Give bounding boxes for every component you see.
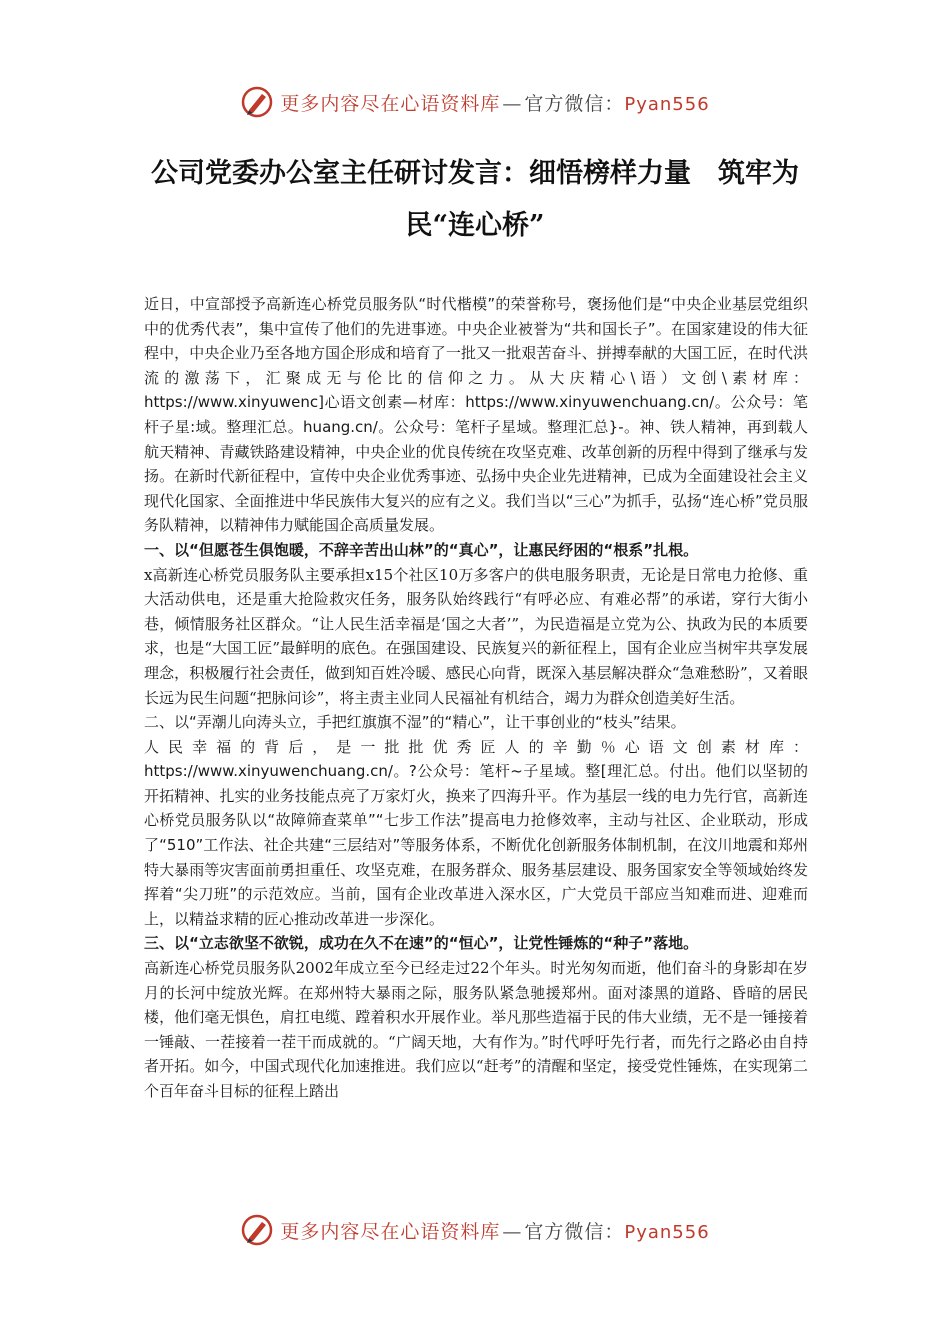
section-1-body: x高新连心桥党员服务队主要承担x15个社区10万多客户的供电服务职责，无论是日常电力抢修、重大活动供电，还是重大抢险救灾任务，服务队始终践行“有呼必应、有难必帮”的承诺，穿行大街小巷，倾情服务社区群众。“让人民生活幸福是‘国之大者’”，为民造福是立党为公、执政为民的本质要求，也是“大国工匠”最鲜明的底色。在强国建设、民族复兴的新征程上，国有企业应当树牢共享发展理念，积极履行社会责任，做到知百姓冷暖、感民心向背，既深入基层解决群众“急难愁盼”，又着眼长远为民生问题“把脉问诊”，将主责主业同人民福祉有机结合，竭力为群众创造美好生活。: [144, 565, 808, 707]
banner-wechat-id: Pyan556: [624, 1221, 710, 1243]
banner-wechat-label: 官方微信：: [524, 92, 625, 115]
pen-logo-icon: [240, 1213, 274, 1247]
banner-dash: —: [502, 92, 523, 115]
section-2-heading: 二、以“弄潮儿向涛头立，手把红旗旗不湿”的“精心”，让干事创业的“枝头”结果。: [144, 713, 686, 732]
section-3-body: 高新连心桥党员服务队2002年成立至今已经走过22个年头。时光匆匆而逝，他们奋斗的身影却在岁月的长河中绽放光辉。在郑州特大暴雨之际，服务队紧急驰援郑州。面对漆黑的道路、昏暗的居民楼，他们毫无惧色，肩扛电缆、蹚着积水开展作业。举凡那些造福于民的伟大业绩，无不是一锤接着一锤敲、一茬接着一茬干而成就的。“广阔天地，大有作为。”时代呼吁先行者，而先行之路必由自持者开拓。如今，中国式现代化加速推进。我们应以“赶考”的清醒和坚定，接受党性锤炼，在实现第二个百年奋斗目标的征程上踏出: [144, 959, 808, 1100]
section-3-heading: 三、以“立志欲坚不欲锐，成功在久不在速”的“恒心”，让党性锤炼的“种子”落地。: [144, 934, 699, 953]
banner-text: 更多内容尽在心语资料库: [280, 92, 501, 115]
document-body: [144, 292, 808, 1104]
document-title: 公司党委办公室主任研讨发言：细悟榜样力量 筑牢为民“连心桥”: [151, 158, 799, 241]
footer-watermark-banner: [0, 1210, 950, 1250]
banner-dash: —: [502, 1220, 523, 1243]
section-2-body: 人民幸福的背后，是一批批优秀匠人的辛勤％心语文创素材库：https://www.xinyuwenchuang.cn/。?公众号：笔杆~子星域。整[理汇总。付出。他们以坚韧的开拓精神、扎实的业务技能点亮了万家灯火，换来了四海升平。作为基层一线的电力先行官，高新连心桥党员服务队以“故障筛查菜单”“七步工作法”提高电力抢修效率，主动与社区、企业联动，形成了“510”工作法、社企共建“三层结对”等服务体系，不断优化创新服务体制机制，在汶川地震和郑州特大暴雨等灾害面前勇担重任、攻坚克难，在服务群众、服务基层建设、服务国家安全等领域始终发挥着“尖刀班”的示范效应。当前，国有企业改革进入深水区，广大党员干部应当知难而进、迎难而上，以精益求精的匠心推动改革进一步深化。: [144, 737, 808, 928]
header-watermark-banner: [0, 82, 950, 122]
banner-text: 更多内容尽在心语资料库: [280, 1220, 501, 1243]
pen-logo-icon: [240, 85, 274, 119]
banner-wechat-label: 官方微信：: [524, 1220, 625, 1243]
banner-wechat-id: Pyan556: [624, 93, 710, 115]
section-1-heading: 一、以“但愿苍生俱饱暖，不辞辛苦出山林”的“真心”，让惠民纾困的“根系”扎根。: [144, 540, 699, 559]
intro-paragraph: 近日，中宣部授予高新连心桥党员服务队“时代楷模”的荣誉称号，褒扬他们是“中央企业基层党组织中的优秀代表”，集中宣传了他们的先进事迹。中央企业被誉为“共和国长子”。在国家建设的伟大征程中，中央企业乃至各地方国企形成和培育了一批又一批艰苦奋斗、拼搏奉献的大国工匠，在时代洪流的激荡下，汇聚成无与伦比的信仰之力。从大庆精心\语）文创\素材库：https://www.xinyuwenc]心语文创素—材库：https://www.xinyuwenchuang.cn/。公众号：笔杆子星:域。整理汇总。huang.cn/。公众号：笔杆子星域。整理汇总}-。神、铁人精神，再到载人航天精神、青藏铁路建设精神，中央企业的优良传统在攻坚克难、改革创新的历程中得到了继承与发扬。在新时代新征程中，宣传中央企业优秀事迹、弘扬中央企业先进精神，已成为全面建设社会主义现代化国家、全面推进中华民族伟大复兴的应有之义。我们当以“三心”为抓手，弘扬“连心桥”党员服务队精神，以精神伟力赋能国企高质量发展。: [144, 295, 808, 535]
